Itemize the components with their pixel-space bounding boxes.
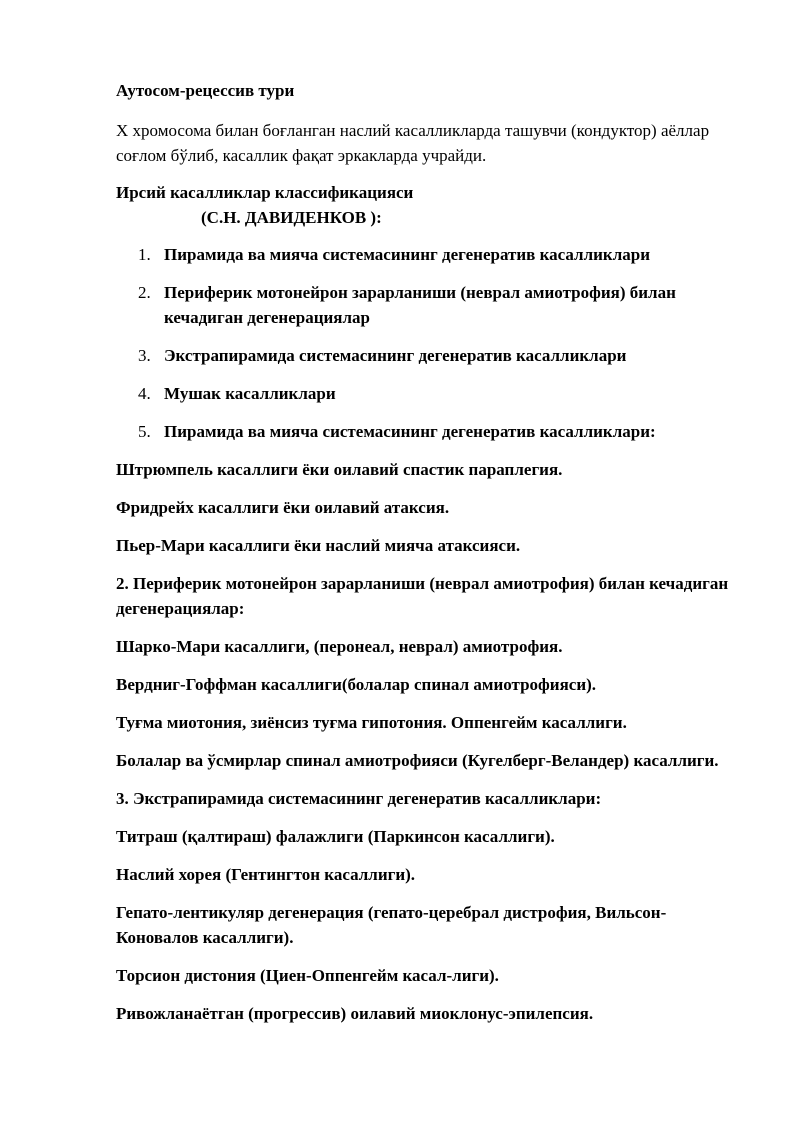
classification-title: Ирсий касалликлар классификацияси [116,183,414,202]
list-number: 5. [138,422,151,441]
document-page [116,78,746,1039]
disease-item: Наслий хорея (Гентингтон касаллиги). [116,865,416,884]
x-linked-paragraph: Х хромосома билан боғланган наслий касалликларда ташувчи (кондуктор) аёллар соғлом бўлиб, касаллик фақат эркакларда учрайди. [116,121,710,165]
disease-item: Болалар ва ўсмирлар спинал амиотрофияси (Кугелберг-Веландер) касаллиги. [116,751,719,770]
disease-item: Гепато-лентикуляр дегенерация (гепато-церебрал дистрофия, Вильсон-Коновалов касаллиги). [116,903,667,947]
list-number: 4. [138,384,151,403]
disease-item: Вердниг-Гоффман касаллиги(болалар спинал амиотрофияси). [116,675,597,694]
section-heading: 2. Периферик мотонейрон зарарланиши (неврал амиотрофия) билан кечадиган дегенерациялар: [116,574,729,618]
disease-item: Титраш (қалтираш) фалажлиги (Паркинсон касаллиги). [116,827,555,846]
list-text: Экстрапирамида системасининг дегенератив касалликлари [164,346,627,365]
classification-list [116,242,746,444]
classification-item [116,242,746,267]
list-text: Периферик мотонейрон зарарланиши (неврал амиотрофия) билан кечадиган дегенерациялар [164,283,676,327]
classification-item [116,343,746,368]
list-number: 1. [138,245,151,264]
list-number: 2. [138,283,151,302]
disease-item: Фридрейх касаллиги ёки оилавий атаксия. [116,498,450,517]
list-text: Пирамида ва мияча системасининг дегенератив касалликлари [164,245,650,264]
list-number: 3. [138,346,151,365]
autosomal-heading: Аутосом-рецессив тури [116,81,295,100]
section-heading: 3. Экстрапирамида системасининг дегенератив касалликлари: [116,789,602,808]
classification-item [116,419,746,444]
classification-item [116,280,746,330]
disease-item: Туғма миотония, зиёнсиз туғма гипотония. Оппенгейм касаллиги. [116,713,627,732]
disease-item: Торсион дистония (Циен-Оппенгейм касал-лиги). [116,966,499,985]
disease-item: Шарко-Мари касаллиги, (перонеал, неврал) амиотрофия. [116,637,563,656]
classification-item [116,381,746,406]
list-text: Мушак касалликлари [164,384,336,403]
list-text: Пирамида ва мияча системасининг дегенератив касалликлари: [164,422,656,441]
classification-heading [116,180,746,230]
disease-item: Пьер-Мари касаллиги ёки наслий мияча атаксияси. [116,536,521,555]
disease-item: Ривожланаётган (прогрессив) оилавий миоклонус-эпилепсия. [116,1004,594,1023]
disease-item: Штрюмпель касаллиги ёки оилавий спастик параплегия. [116,460,563,479]
classification-author: (С.Н. ДАВИДЕНКОВ ): [201,208,382,227]
